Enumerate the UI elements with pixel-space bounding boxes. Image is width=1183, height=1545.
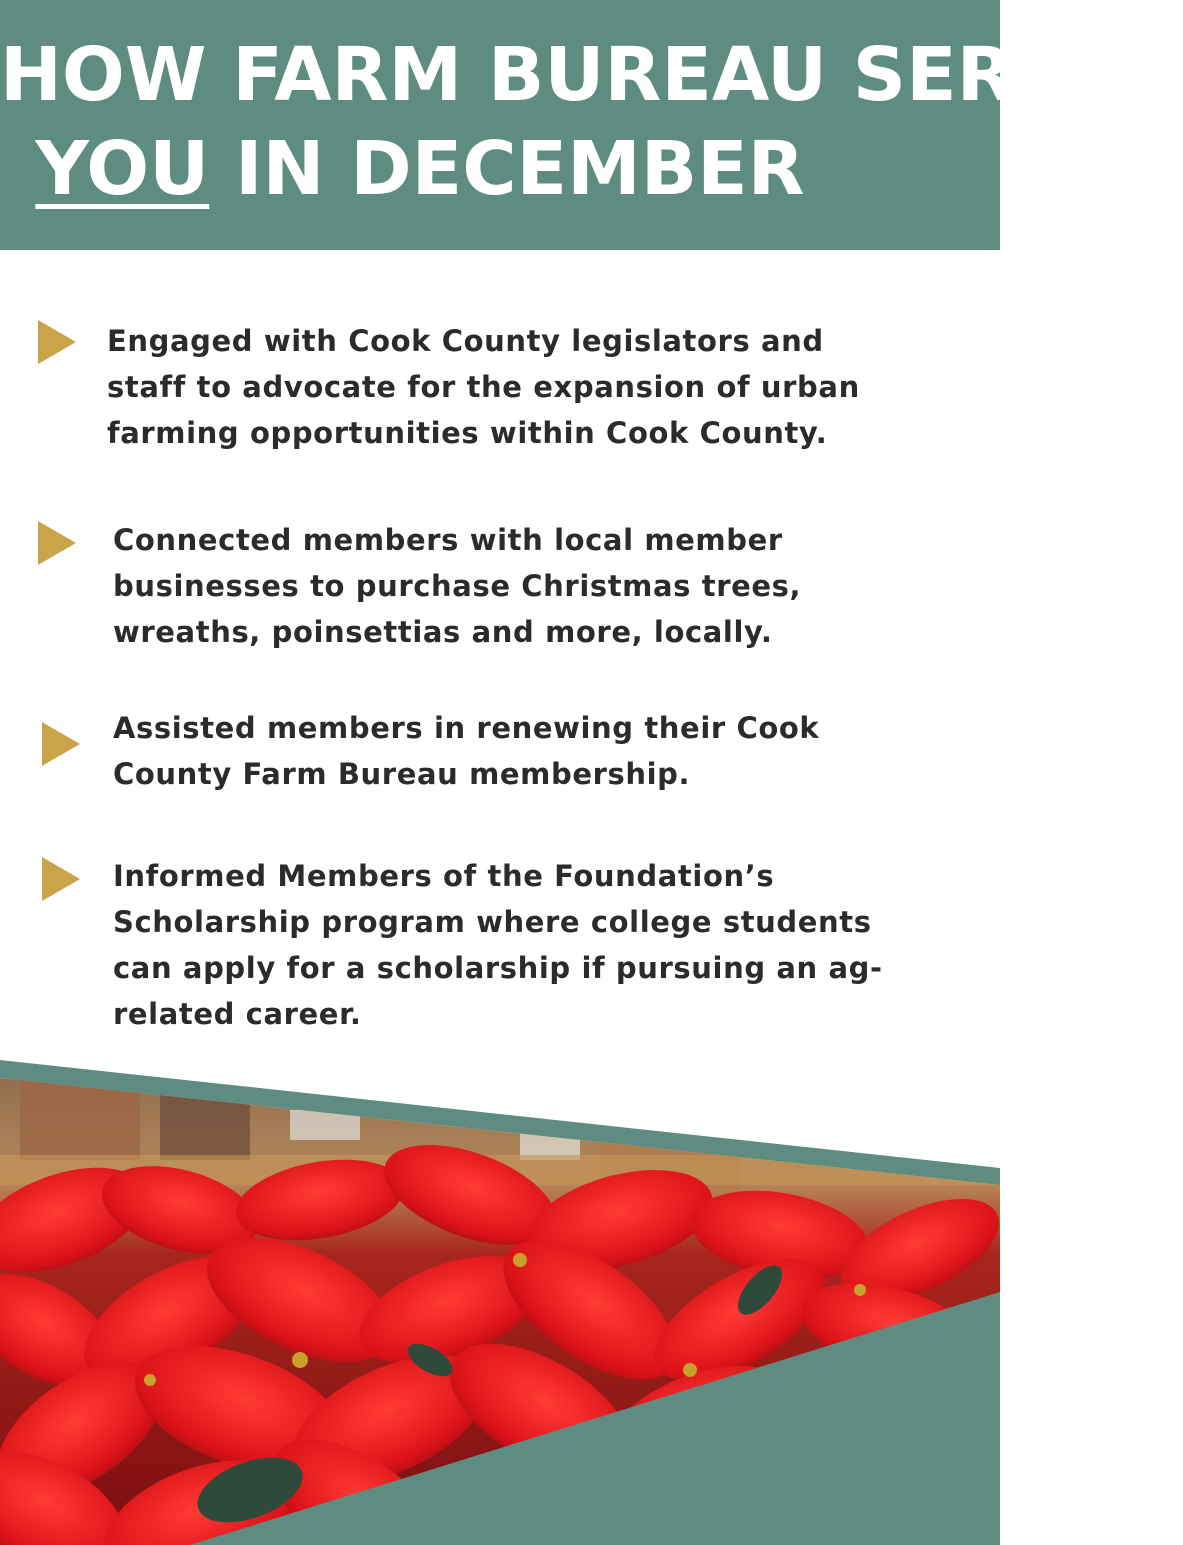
- list-item-text: [107, 318, 860, 456]
- list-item-line: Scholarship program where college students: [113, 905, 872, 939]
- list-item-text: [113, 705, 819, 797]
- list-item-line: businesses to purchase Christmas trees,: [113, 569, 802, 603]
- title-line-1: HOW FARM BUREAU SERVED: [0, 32, 1183, 118]
- list-item-line: can apply for a scholarship if pursuing an ag-: [113, 951, 883, 985]
- poinsettia-photo: [0, 1060, 1000, 1545]
- page-title: [0, 28, 1183, 216]
- arrow-bullet-icon: [38, 320, 76, 364]
- list-item-line: Connected members with local member: [113, 523, 783, 557]
- list-item-line: Assisted members in renewing their Cook: [113, 711, 820, 745]
- title-line-2: [0, 122, 1000, 216]
- list-item-line: Informed Members of the Foundation’s: [113, 859, 775, 893]
- header-banner: [0, 0, 1183, 250]
- list-item-text: [113, 517, 801, 655]
- arrow-bullet-icon: [42, 722, 80, 766]
- list-item-line: related career.: [113, 997, 362, 1031]
- list-item-line: farming opportunities within Cook County.: [107, 416, 828, 450]
- list-item-line: wreaths, poinsettias and more, locally.: [113, 615, 773, 649]
- title-line-2-rest: IN DECEMBER: [209, 126, 805, 212]
- title-underlined-word: YOU: [35, 126, 210, 212]
- arrow-bullet-icon: [38, 521, 76, 565]
- list-item-line: staff to advocate for the expansion of urban: [107, 370, 860, 404]
- list-item-line: County Farm Bureau membership.: [113, 757, 691, 791]
- poinsettia-photo-icon: [0, 1060, 1000, 1545]
- list-item-text: [113, 853, 883, 1037]
- list-item-line: Engaged with Cook County legislators and: [107, 324, 824, 358]
- arrow-bullet-icon: [42, 857, 80, 901]
